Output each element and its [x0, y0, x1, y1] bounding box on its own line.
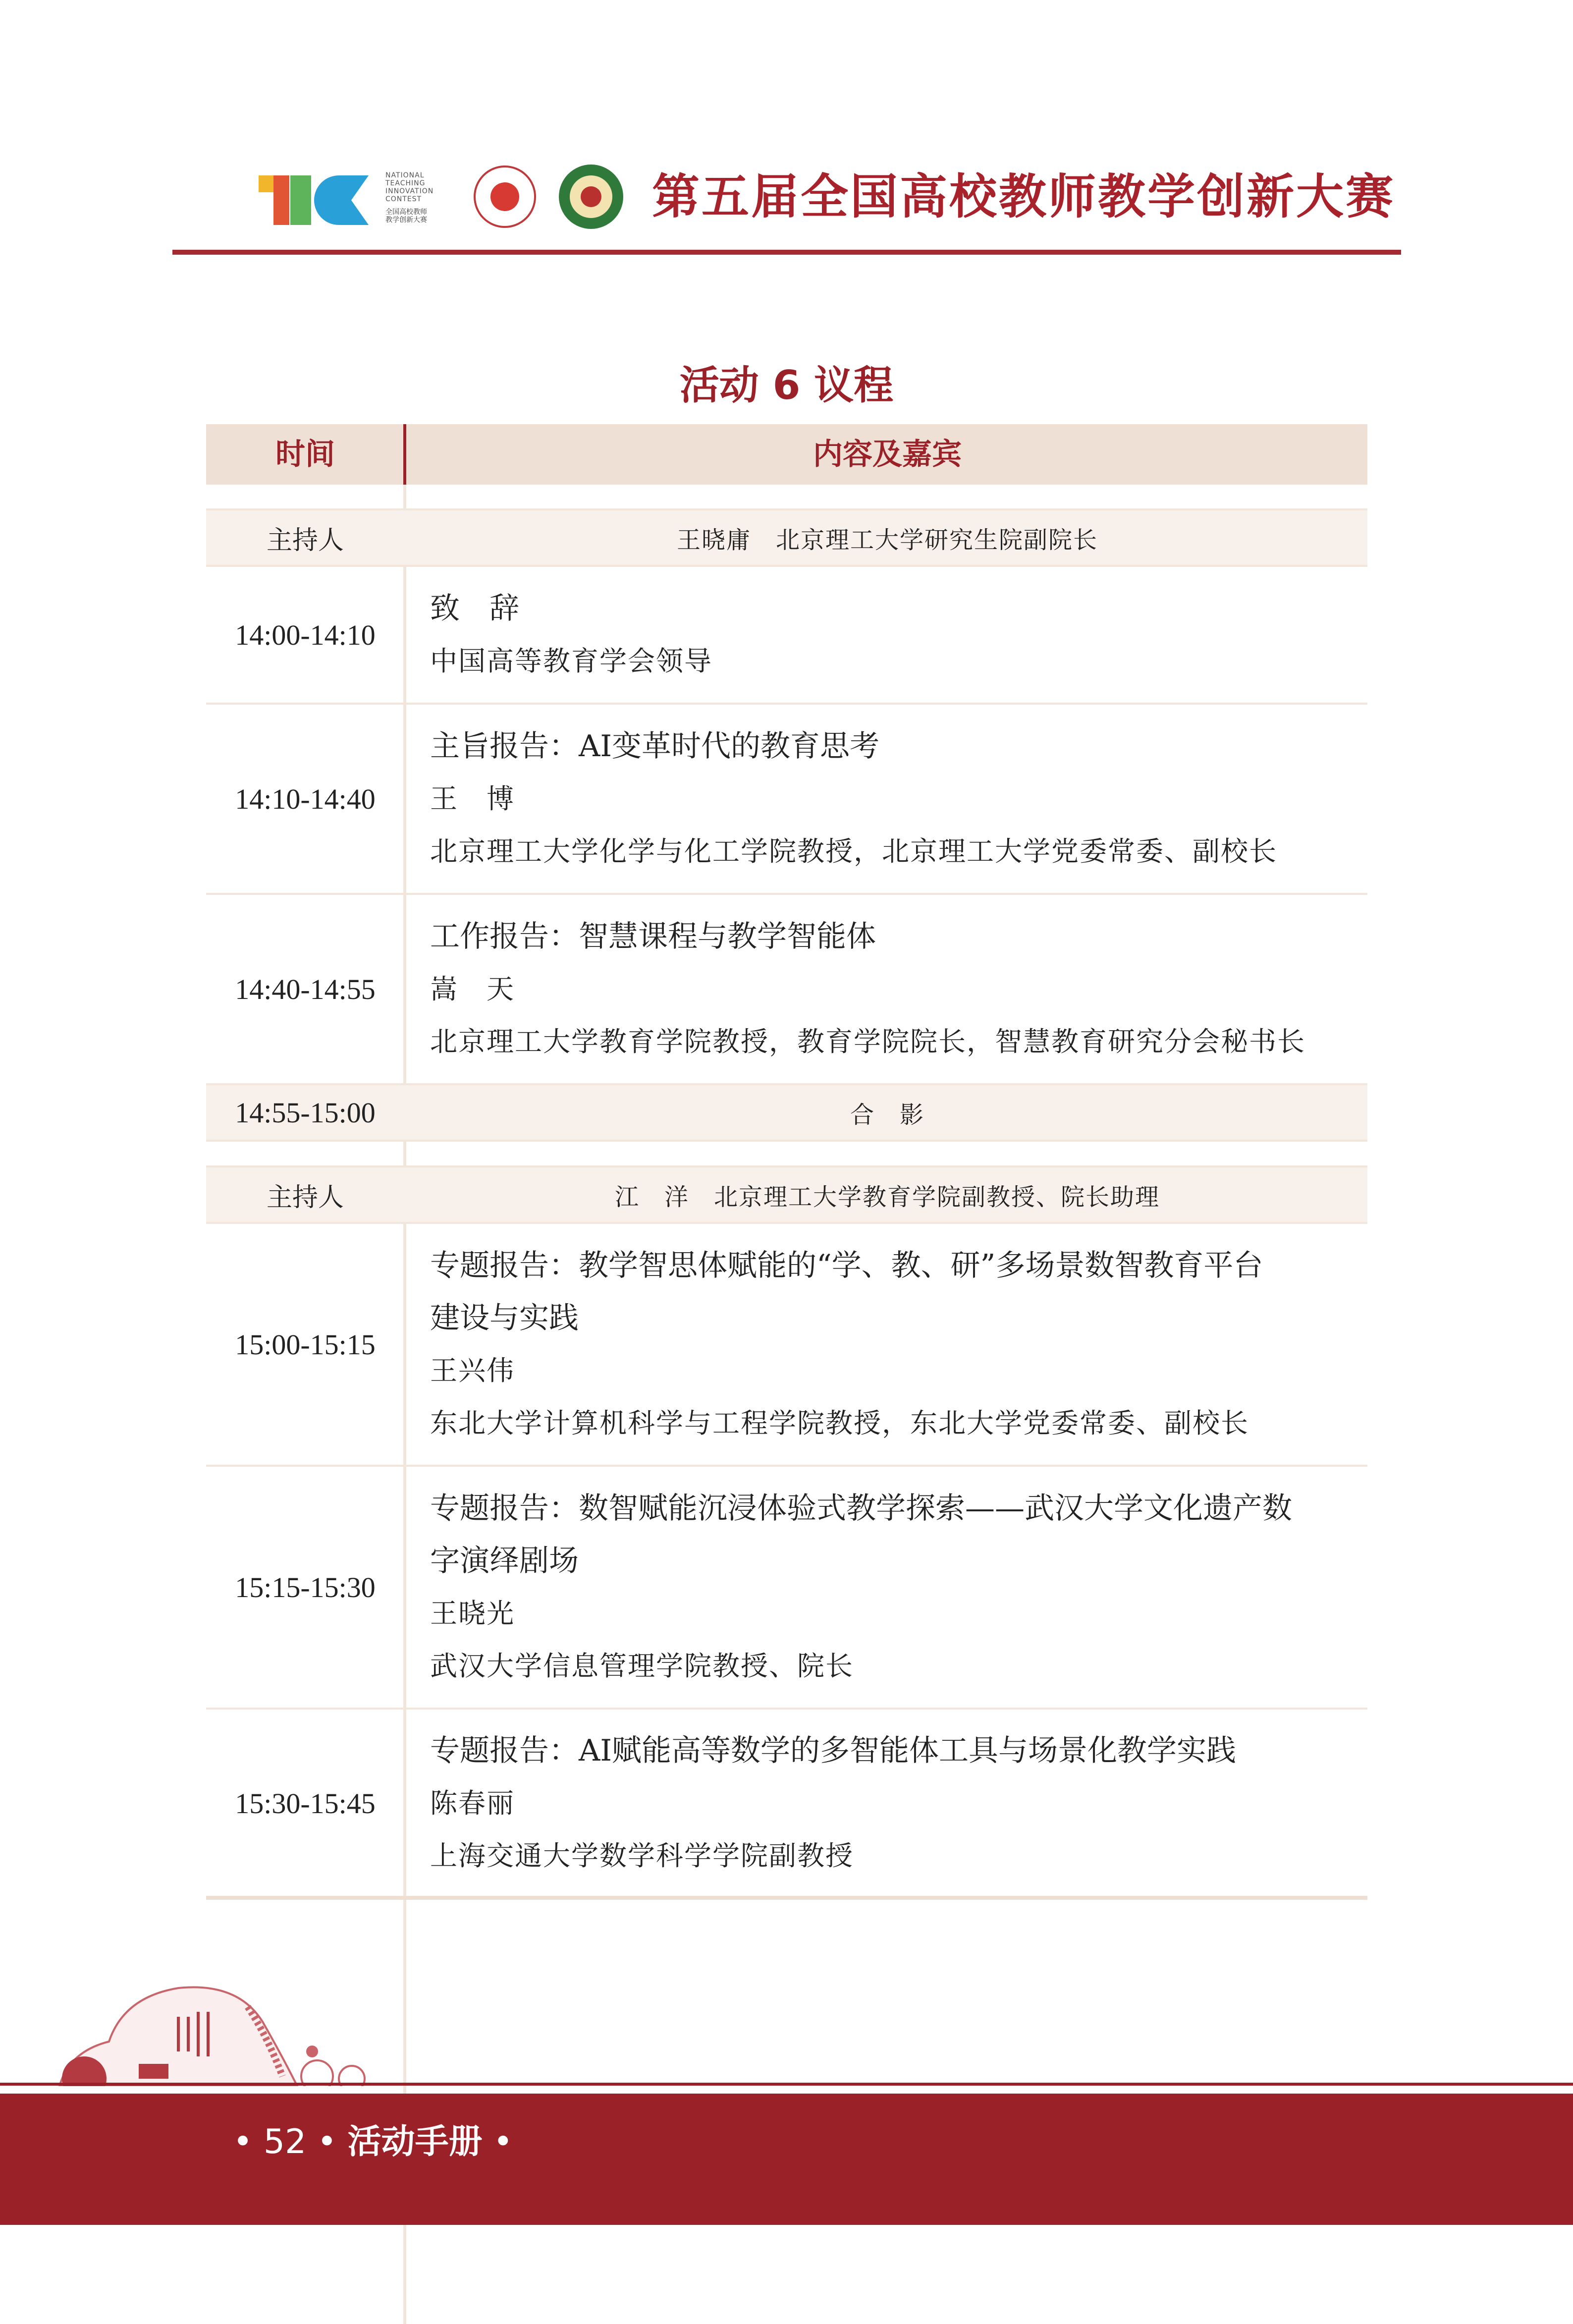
row-line: 字演绎剧场 — [430, 1544, 579, 1578]
tic-logo-en: NATIONAL TEACHING INNOVATION CONTEST — [385, 171, 434, 203]
row-line: 专题报告：教学智思体赋能的“学、教、研”多场景数智教育平台 — [430, 1248, 1263, 1283]
row-content: 合 影 — [850, 1101, 924, 1129]
row-time: 14:40-14:55 — [235, 973, 376, 1005]
table-row — [206, 705, 1367, 895]
row-line: 北京理工大学化学与化工学院教授，北京理工大学党委常委、副校长 — [430, 835, 1278, 867]
cahe-logo — [474, 166, 536, 228]
row-line: 王 博 — [430, 783, 515, 815]
row-time: 主持人 — [266, 1182, 344, 1213]
table-row-host — [206, 508, 1367, 567]
row-line: 工作报告：智慧课程与教学智能体 — [430, 919, 876, 954]
column-header-content: 内容及嘉宾 — [813, 437, 962, 472]
row-line: 建设与实践 — [430, 1301, 579, 1335]
row-content: 江 洋 北京理工大学教育学院副教授、院长助理 — [614, 1183, 1160, 1211]
row-content — [430, 705, 1361, 893]
row-time: 15:30-15:45 — [235, 1787, 376, 1820]
row-line: 中国高等教育学会领导 — [430, 645, 713, 677]
table-row — [206, 895, 1367, 1085]
row-content — [430, 567, 1361, 703]
row-line: 专题报告：AI赋能高等数学的多智能体工具与场景化教学实践 — [430, 1733, 1237, 1768]
tic-logo-cn: 全国高校教师 教学创新大赛 — [385, 208, 427, 224]
row-line: 嵩 天 — [430, 973, 515, 1005]
row-content — [430, 1710, 1361, 1897]
row-line: 上海交通大学数学科学学院副教授 — [430, 1840, 854, 1872]
page-number: 52 — [263, 2122, 307, 2161]
row-line: 主旨报告：AI变革时代的教育思考 — [430, 729, 880, 764]
table-row-host — [206, 1165, 1367, 1224]
bit-emblem — [559, 165, 623, 229]
table-row-photo — [206, 1083, 1367, 1142]
row-content — [430, 1467, 1361, 1708]
row-time: 15:00-15:15 — [235, 1328, 376, 1361]
row-line: 专题报告：数智赋能沉浸体验式教学探索——武汉大学文化遗产数 — [430, 1491, 1292, 1526]
row-time: 14:55-15:00 — [235, 1096, 376, 1129]
column-header-time: 时间 — [275, 437, 335, 472]
row-time: 15:15-15:30 — [235, 1571, 376, 1604]
row-time: 主持人 — [266, 525, 344, 555]
table-row — [206, 567, 1367, 705]
contest-title: 第五届全国高校教师教学创新大赛 — [652, 168, 1395, 224]
row-content — [430, 1224, 1361, 1465]
table-row — [206, 1224, 1367, 1467]
footer-rule — [0, 2083, 1573, 2086]
header — [172, 160, 1401, 229]
row-line: 王兴伟 — [430, 1355, 515, 1386]
agenda-title: 活动 6 议程 — [679, 362, 894, 408]
row-line: 武汉大学信息管理学院教授、院长 — [430, 1650, 854, 1682]
table-bottom-rule — [206, 1896, 1367, 1900]
footer-label: 活动手册 — [347, 2122, 483, 2161]
row-line: 王晓光 — [430, 1598, 515, 1629]
footer-page-label: • 52 • 活动手册 • — [233, 2122, 513, 2161]
row-line: 陈春丽 — [430, 1787, 515, 1819]
header-divider-line — [403, 424, 406, 485]
row-content: 王晓庸 北京理工大学研究生院副院长 — [676, 526, 1098, 554]
row-line: 北京理工大学教育学院教授，教育学院院长，智慧教育研究分会秘书长 — [430, 1026, 1306, 1057]
tic-logo — [259, 166, 467, 226]
table-row — [206, 1467, 1367, 1710]
row-line: 东北大学计算机科学与工程学院教授，东北大学党委常委、副校长 — [430, 1407, 1249, 1439]
row-line: 致 辞 — [430, 591, 519, 626]
table-row — [206, 1710, 1367, 1897]
row-time: 14:10-14:40 — [235, 782, 376, 815]
header-divider — [172, 250, 1401, 255]
row-content — [430, 895, 1361, 1083]
decorative-illustration — [50, 1977, 367, 2086]
row-time: 14:00-14:10 — [235, 618, 376, 651]
table-header — [206, 424, 1367, 485]
